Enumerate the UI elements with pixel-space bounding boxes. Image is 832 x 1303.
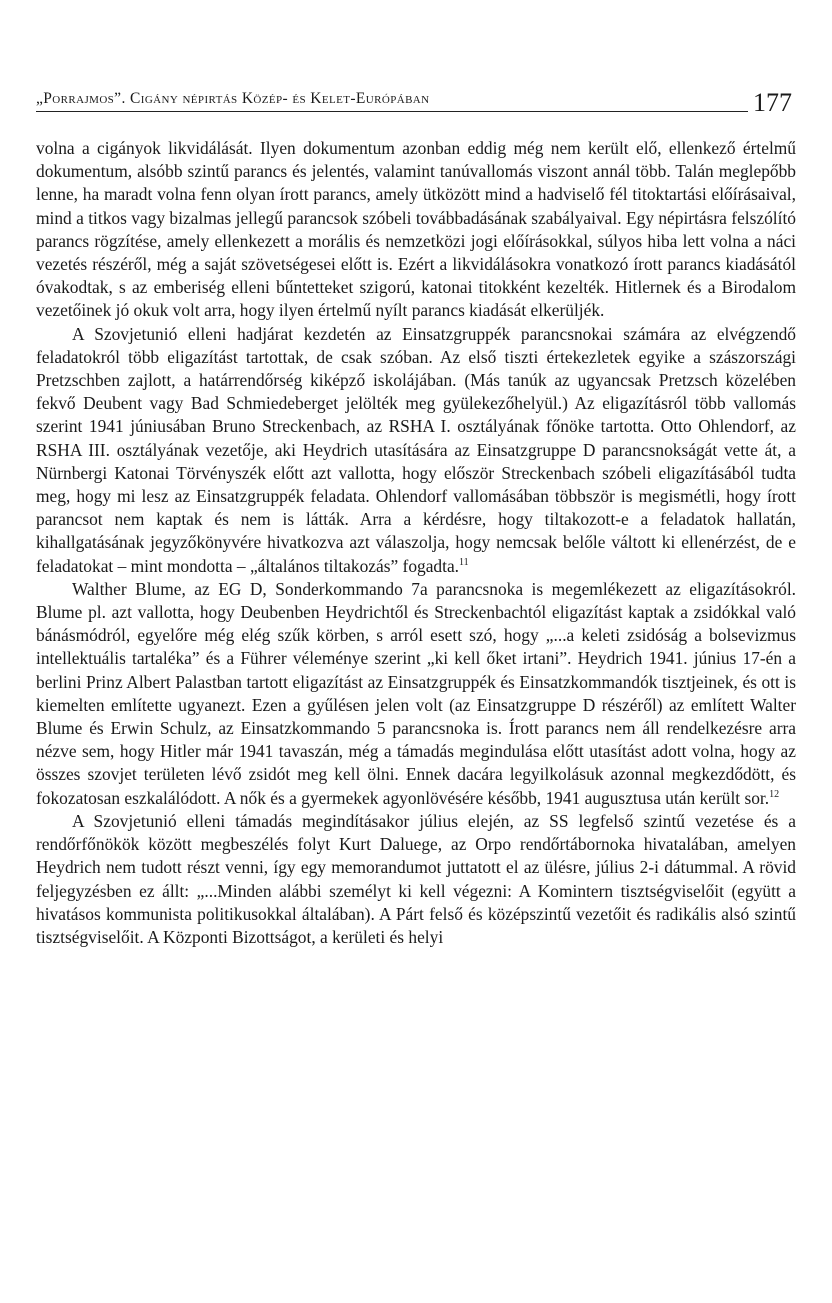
paragraph-3-text: Walther Blume, az EG D, Sonderkommando 7a parancsnoka is megemlékezett az eligazításokról. Blume pl. azt vallotta, hogy Deubenben Heydrichtől és Streckenbachtól eligazítást kaptak a zsidókkal való bánásmódról, egyelőre még elég szűk körben, s arról esett szó, hogy „...a keleti zsidóság a bolsevizmus intellektuális tartaléka” és a Führer véleménye szerint „ki kell őket irtani”. Heydrich 1941. június 17-én a berlini Prinz Albert Palastban tartott eligazítást az Einsatzgruppék és Einsatzkommandók tisztjeinek, és ott is kiemelten említette ugyanezt. Ezen a gyűlésen jelen volt (az Einsatzgruppe D részéről) az említett Walter Blume és Erwin Schulz, az Einsatzkommando 5 parancsnoka is. Írott parancs nem áll rendelkezésre arra nézve sem, hogy Hitler már 1941 tavaszán, még a támadás megindulása előtt utasítást adott volna, hogy az összes szovjet területen lévő zsidót meg kell ölni. Ennek dacára legyilkolásuk azonnal megkezdődött, és fokozatosan eszkalálódott. A nők és a gyermekek agyonlövésére később, 1941 augusztusa után került sor.: [36, 578, 796, 808]
running-head: [36, 80, 792, 120]
page-number: 177: [753, 88, 792, 117]
paragraph-2-text: A Szovjetunió elleni hadjárat kezdetén az Einsatzgruppék parancsnokai számára az elvégzendő feladatokról több eligazítást tartottak, de csak szóban. Az első tiszti értekezletek egyike a szászországi Pretzschben zajlott, a határrendőrség kiképző iskolájában. (Más tanúk az ugyancsak Pretzsch közelében fekvő Deubent vagy Bad Schmiedeberget jelölték meg gyülekezőhelyül.) Az eligazításról több vallomás szerint 1941 júniusában Bruno Streckenbach, az RSHA I. osztályának főnöke tartotta. Otto Ohlendorf, az RSHA III. osztályának vezetője, aki Heydrich utasítására az Einsatzgruppe D parancsnokságát vette át, a Nürnbergi Katonai Törvényszék előtt azt vallotta, hogy először Streckenbach szóbeli eligazításából tudta meg, hogy mi lesz az Einsatzgruppék feladata. Ohlendorf vallomásában többször is megismétli, hogy írott parancsot nem kaptak és nem is látták. Arra a kérdésre, hogy tiltakozott-e a feladatok hallatán, kihallgatásának jegyzőkönyvére hivatkozva azt válaszolja, hogy nemcsak belőle váltott ki ellenérzést, de e feladatokat – mint mondotta – „általános tiltakozás” fogadta.: [36, 323, 796, 576]
running-head-title: „Porrajmos”. Cigány népirtás Közép- és Kelet-Európában: [36, 90, 430, 107]
paragraph-2: [36, 323, 796, 578]
paragraph-3: [36, 578, 796, 810]
paragraph-4-text: A Szovjetunió elleni támadás megindításakor július elején, az SS legfelső szintű vezetése és a rendőrfőnökök között megbeszélés folyt Kurt Daluege, az Orpo rendőrtábornoka hivatalában, amelyen Heydrich nem tudott részt venni, így egy memorandumot juttatott el az ülésre, július 2-i dátummal. A rövid feljegyzésben ez állt: „...Minden alábbi személyt ki kell végezni: A Komintern tisztségviselőit (együtt a hivatásos kommunista politikusokkal általában). A Párt felső és középszintű vezetőit és radikális alsó szintű tisztségviselőit. A Központi Bizottságot, a kerületi és helyi: [36, 810, 796, 947]
paragraph-1: [36, 137, 796, 323]
footnote-ref-12: 12: [769, 788, 780, 800]
paragraph-4: [36, 810, 796, 949]
paragraph-1-text: volna a cigányok likvidálását. Ilyen dokumentum azonban eddig még nem került elő, ellenkező értelmű dokumentum, alsóbb szintű parancs és jelentés, valamint tanúvallomás viszont annál több. Talán meglepőbb lenne, ha maradt volna fenn olyan írott parancs, amely ütközött mind a hadviselő fél titoktartási előírásaival, mind a titkos vagy bizalmas jellegű parancsok szóbeli továbbadásának szabályaival. Egy népirtásra felszólító parancs rögzítése, amely ellenkezett a morális és nemzetközi jogi előírásokkal, súlyos hiba lett volna a náci vezetés részéről, még a saját szövetségesei előtt is. Ezért a likvidálásokra vonatkozó írott parancs kiadásától óvakodtak, s az emberiség elleni bűntetteket szigorú, katonai titokként kezelték. Hitlernek és a Birodalom vezetőinek jó okuk volt arra, hogy ilyen értelmű nyílt parancs kiadását elkerüljék.: [36, 138, 796, 321]
header-rule: [36, 111, 748, 112]
body-text: [36, 137, 796, 949]
footnote-ref-11: 11: [459, 556, 469, 568]
